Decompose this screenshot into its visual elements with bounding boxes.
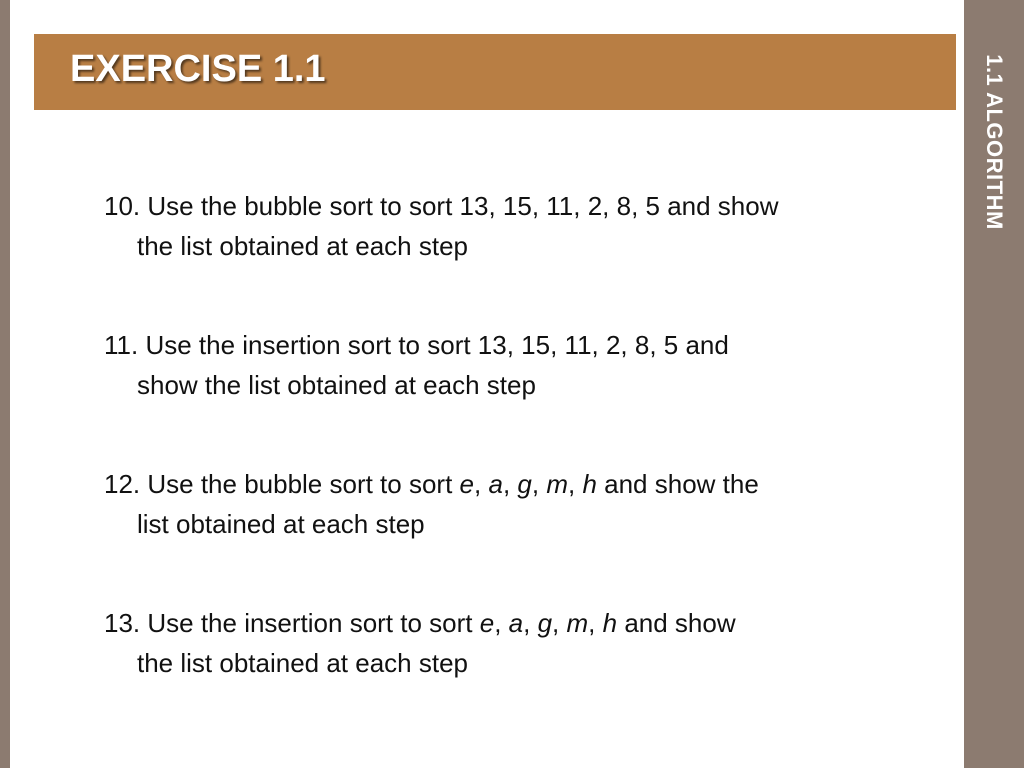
section-side-label: 1.1 ALGORITHM	[982, 54, 1007, 230]
left-accent-bar	[0, 0, 10, 768]
exercise-13	[104, 603, 934, 683]
exercise-10-line-1: 10. Use the bubble sort to sort 13, 15, 11, 2, 8, 5 and show	[104, 191, 779, 221]
exercise-12-item-e: e	[459, 469, 475, 499]
slide-title: EXERCISE 1.1	[70, 48, 326, 90]
exercise-12-item-m: m	[546, 469, 568, 499]
exercise-13-suffix: and show	[617, 608, 736, 638]
exercise-13-item-m: m	[566, 608, 589, 638]
exercise-11-line-2: show the list obtained at each step	[137, 370, 536, 400]
exercise-13-prefix: 13. Use the insertion sort to sort	[104, 608, 480, 638]
exercise-10	[104, 186, 934, 266]
exercise-12-line-2: list obtained at each step	[137, 509, 425, 539]
exercise-13-item-a: a	[508, 608, 524, 638]
exercise-11	[104, 325, 934, 405]
exercise-10-line-2: the list obtained at each step	[137, 231, 469, 261]
exercise-12-item-a: a	[488, 469, 503, 499]
exercise-13-item-h: h	[602, 608, 618, 638]
exercise-12-line-1: 12. Use the bubble sort to sort e, a, g, m, h and show the	[104, 469, 759, 499]
exercise-11-line-1: 11. Use the insertion sort to sort 13, 15, 11, 2, 8, 5 and	[104, 330, 729, 360]
exercise-12	[104, 464, 934, 544]
exercise-13-line-1: 13. Use the insertion sort to sort e, a, g, m, h and show	[104, 608, 736, 638]
exercise-13-line-2: the list obtained at each step	[137, 648, 469, 678]
exercise-12-item-g: g	[517, 469, 532, 499]
exercise-13-item-g: g	[537, 608, 553, 638]
exercise-12-suffix: and show the	[596, 469, 759, 499]
exercise-12-item-h: h	[582, 469, 597, 499]
exercise-12-prefix: 12. Use the bubble sort to sort	[104, 469, 460, 499]
exercise-13-item-e: e	[479, 608, 495, 638]
